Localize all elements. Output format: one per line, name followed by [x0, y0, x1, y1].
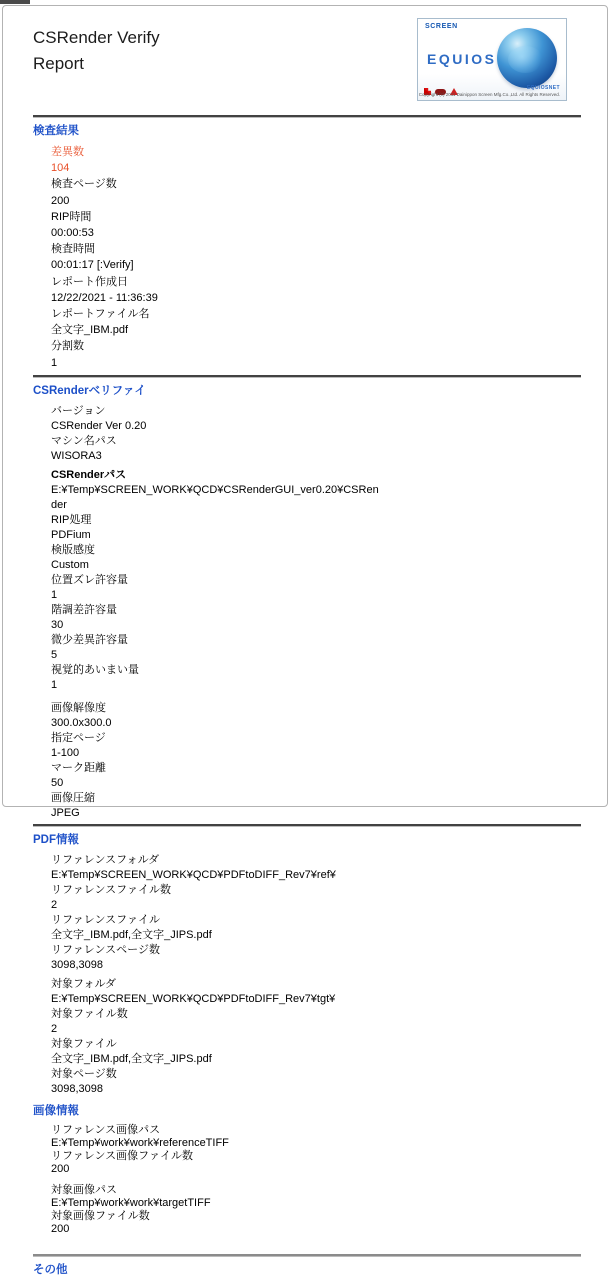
- equios-logo: [417, 18, 567, 101]
- row-value: 2: [51, 898, 58, 911]
- row-value: 30: [51, 618, 64, 631]
- table-row: [33, 176, 581, 208]
- table-row: [33, 603, 581, 633]
- section-heading: PDF情報: [33, 833, 79, 846]
- row-label: 対象ページ数: [51, 1067, 117, 1080]
- row-value: CSRender Ver 0.20: [51, 419, 147, 432]
- table-row: [33, 1184, 581, 1210]
- table-row: [33, 977, 581, 1007]
- report-title-line2: Report: [33, 54, 85, 73]
- row-label: リファレンスページ数: [51, 943, 160, 956]
- header-divider: [33, 115, 581, 117]
- table-row: [33, 1007, 581, 1037]
- row-label: 指定ページ: [51, 731, 106, 744]
- row-value: 2: [51, 1022, 58, 1035]
- row-value: 5: [51, 648, 58, 661]
- csrender-rows: [33, 404, 581, 821]
- section-csrender-verify: [33, 384, 581, 824]
- equios-wordmark: EQUIOS: [427, 51, 497, 67]
- table-row: [33, 1150, 581, 1176]
- row-label: 対象フォルダ: [51, 977, 117, 990]
- table-row: [33, 543, 581, 573]
- row-label: RIP処理: [51, 513, 92, 526]
- table-row: [33, 791, 581, 821]
- image-rows: [33, 1124, 581, 1236]
- table-row: [33, 573, 581, 603]
- section-inspection-results: [33, 124, 581, 375]
- row-value: PDFium: [51, 528, 91, 541]
- row-value: 全文字_IBM.pdf: [51, 324, 129, 337]
- row-label: リファレンス画像パス: [51, 1123, 161, 1136]
- report-header: [33, 6, 581, 115]
- window-edge-fragment: [0, 0, 30, 4]
- table-row: [33, 633, 581, 663]
- row-value: 1: [51, 356, 58, 369]
- table-row: [33, 663, 581, 693]
- row-label: 差異数: [51, 146, 84, 158]
- table-row: [33, 1124, 581, 1150]
- row-label: 分割数: [51, 340, 84, 353]
- table-row: [33, 274, 581, 306]
- row-value: 1-100: [51, 746, 80, 759]
- table-row: [33, 434, 581, 464]
- screen-brand-label: SCREEN: [425, 23, 458, 30]
- table-row: [33, 731, 581, 761]
- row-label: CSRenderパス: [51, 468, 127, 481]
- row-label: 微少差異許容量: [51, 633, 128, 646]
- row-label: 対象画像パス: [51, 1183, 117, 1196]
- row-value: 00:01:17 [:Verify]: [51, 259, 134, 272]
- row-value: E:¥Temp¥work¥work¥targetTIFF: [51, 1196, 211, 1209]
- row-value: 1: [51, 588, 58, 601]
- table-row: [33, 306, 581, 338]
- table-row: [33, 943, 581, 973]
- table-row: [33, 883, 581, 913]
- row-label: 対象ファイル数: [51, 1007, 128, 1020]
- row-value: 200: [51, 194, 70, 207]
- pdf-rows: [33, 853, 581, 1097]
- table-row: [33, 338, 581, 370]
- row-label: バージョン: [51, 404, 106, 417]
- row-label: 階調差許容量: [51, 603, 117, 616]
- table-row: [33, 1210, 581, 1236]
- row-value: E:¥Temp¥work¥work¥referenceTIFF: [51, 1136, 229, 1149]
- row-label: 検査ページ数: [51, 178, 117, 191]
- row-value: 3098,3098: [51, 958, 103, 971]
- table-row-diff-count: [33, 144, 581, 176]
- table-row: [33, 241, 581, 273]
- row-value: 200: [51, 1162, 70, 1175]
- row-label: リファレンスフォルダ: [51, 853, 160, 866]
- inspection-rows: [33, 144, 581, 371]
- section-heading: その他: [33, 1263, 68, 1276]
- section-other: [33, 1263, 581, 1277]
- row-label: 画像解像度: [51, 701, 106, 714]
- table-row: [33, 1037, 581, 1067]
- row-label: マシン名パス: [51, 434, 117, 447]
- section-heading: 画像情報: [33, 1104, 79, 1117]
- table-row: [33, 913, 581, 943]
- report-title-line1: CSRender Verify: [33, 28, 160, 47]
- row-label: リファレンスファイル数: [51, 883, 171, 896]
- table-row: [33, 761, 581, 791]
- section-divider: [33, 375, 581, 377]
- row-value: 104: [51, 162, 70, 175]
- row-value: Custom: [51, 558, 89, 571]
- row-label: 画像圧縮: [51, 791, 95, 804]
- section-image-info: [33, 1104, 581, 1254]
- table-row: [33, 404, 581, 434]
- section-divider: [33, 1254, 581, 1256]
- row-value: E:¥Temp¥SCREEN_WORK¥QCD¥CSRenderGUI_ver0.20¥CSRender: [51, 483, 379, 511]
- row-value: E:¥Temp¥SCREEN_WORK¥QCD¥PDFtoDIFF_Rev7¥ref¥: [51, 868, 336, 881]
- row-value: JPEG: [51, 806, 80, 819]
- table-row-csrender-path: [33, 468, 581, 513]
- row-value: 全文字_IBM.pdf,全文字_JIPS.pdf: [51, 928, 212, 941]
- row-value: 12/22/2021 - 11:36:39: [51, 291, 158, 304]
- section-heading: CSRenderベリファイ: [33, 384, 146, 397]
- table-row: [33, 701, 581, 731]
- row-label: 対象画像ファイル数: [51, 1209, 150, 1222]
- row-label: RIP時間: [51, 210, 92, 223]
- row-label: リファレンスファイル: [51, 913, 160, 926]
- row-value: 3098,3098: [51, 1082, 103, 1095]
- row-value: 200: [51, 1222, 70, 1235]
- table-row: [33, 1067, 581, 1097]
- row-value: E:¥Temp¥SCREEN_WORK¥QCD¥PDFtoDIFF_Rev7¥tgt¥: [51, 992, 336, 1005]
- equios-globe-icon: [497, 28, 557, 88]
- row-label: 検版感度: [51, 543, 95, 556]
- section-divider: [33, 824, 581, 826]
- row-label: 位置ズレ許容量: [51, 573, 128, 586]
- row-value: 全文字_IBM.pdf,全文字_JIPS.pdf: [51, 1052, 212, 1065]
- row-label: 検査時間: [51, 243, 95, 256]
- section-pdf-info: [33, 833, 581, 1097]
- table-row: [33, 513, 581, 543]
- row-value: 00:00:53: [51, 227, 94, 240]
- row-value: WISORA3: [51, 449, 102, 462]
- row-value: 1: [51, 678, 58, 691]
- row-value: 50: [51, 776, 64, 789]
- row-label: リファレンス画像ファイル数: [51, 1149, 193, 1162]
- row-label: レポートファイル名: [51, 308, 150, 321]
- report-page: [2, 5, 608, 1276]
- equiosnet-label: EQUIOSNET: [526, 85, 560, 91]
- row-label: レポート作成日: [51, 275, 128, 288]
- row-value: 300.0x300.0: [51, 716, 112, 729]
- logo-copyright: Copyright (c) 2011 Dainippon Screen Mfg.Co.,Ltd. All Rights Reserved.: [418, 92, 560, 97]
- row-label: マーク距離: [51, 761, 106, 774]
- table-row: [33, 209, 581, 241]
- row-label: 対象ファイル: [51, 1037, 117, 1050]
- section-heading: 検査結果: [33, 125, 79, 137]
- row-label: 視覚的あいまい量: [51, 663, 139, 676]
- table-row: [33, 853, 581, 883]
